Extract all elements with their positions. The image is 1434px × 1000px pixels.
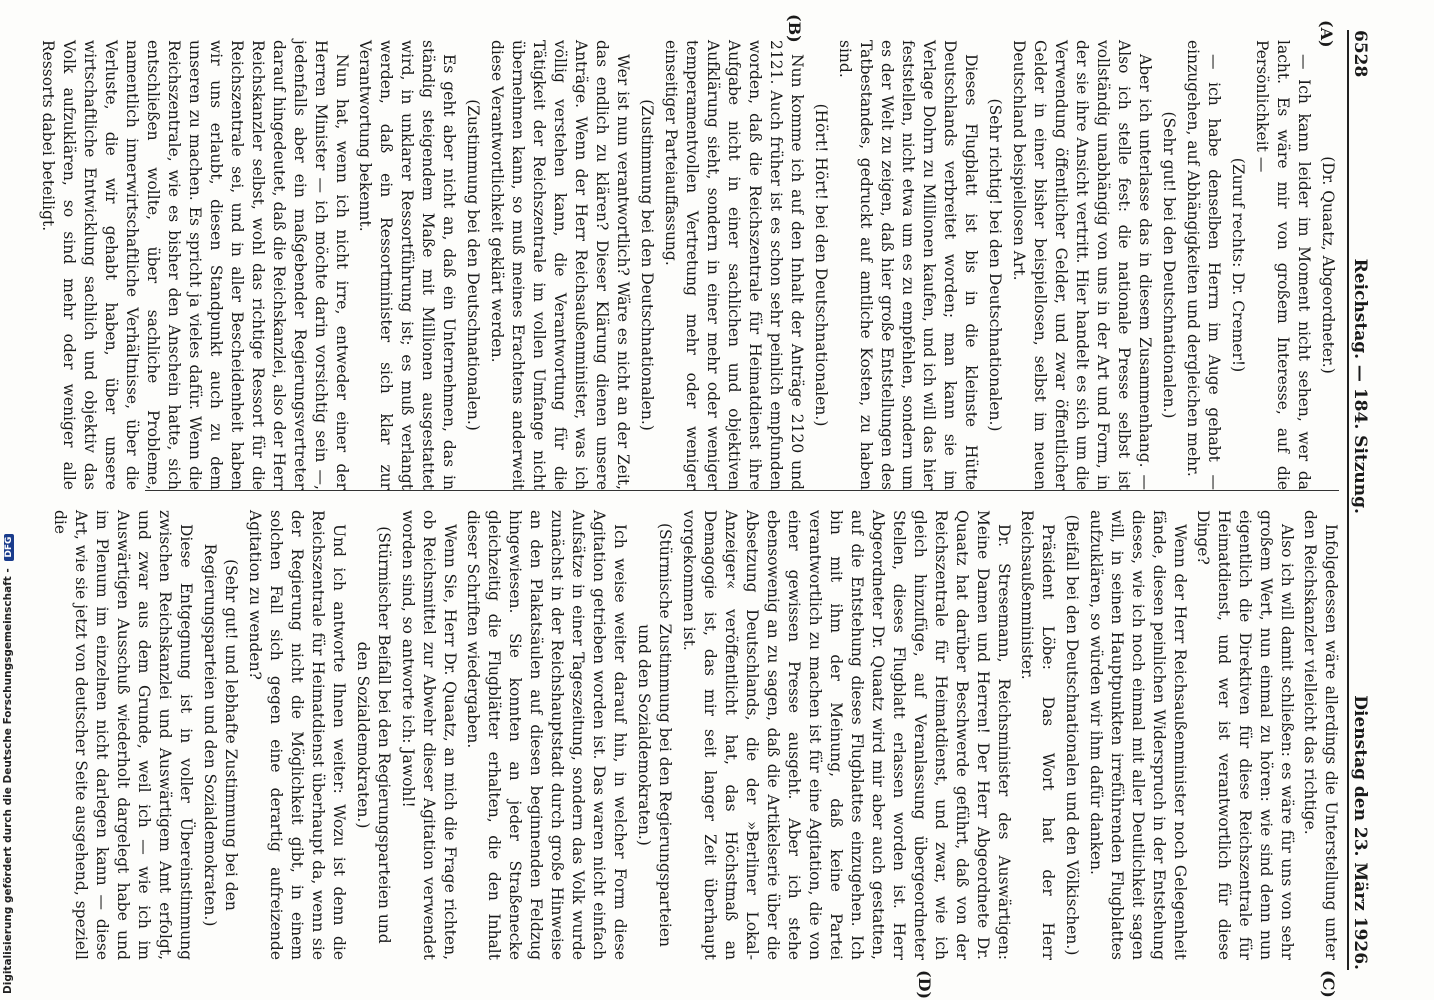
- margin-marker-c: (C): [1319, 970, 1338, 998]
- interjection: (Zustimmung bei den Deutschnationalen.): [638, 99, 656, 431]
- interjection: (Sehr gut! bei den Deutschnationalen.): [1160, 111, 1178, 419]
- paragraph: Es geht aber nicht an, daß ein Unternehmen, das in ständig steigendem Maße mit Millionen ausgestattet wird, in unklarer Ressortführung ist; es muß verlangt werden, daß ein Ressortminister sich klar zur Verantwortung bekennt.: [356, 40, 458, 490]
- interjection: (Stürmische Zustimmung bei den Regierungsparteien und den Sozialdemokraten.): [635, 523, 674, 947]
- paragraph: Ich weise weiter darauf hin, in welcher Form diese Agitation getrieben worden ist. Das waren nicht einfach Aufsätze in einer Tageszeitung, sondern das Volk wurde zunächst in der Reichshauptstadt durch große Hinweise an den Plakatsäulen auf diesen beginnenden Feldzug hingewiesen. Sie konnten an jeder Straßenecke gleichzeitig die Flugblätter erhalten, die den Inhalt dieser Schriften wiedergaben.: [464, 510, 629, 960]
- paragraph: — Ich kann leider im Moment nicht sehen, wer da lacht. Es wäre mir von großem Interesse, auf die Persönlichkeit —: [1253, 40, 1313, 490]
- interjection: (Sehr gut! und lebhafte Zustimmung bei den Regierungsparteien und den Sozialdemokraten.): [201, 543, 240, 927]
- interjection: (Stürmischer Beifall bei den Regierungsparteien und den Sozialdemokraten.): [354, 526, 393, 944]
- paragraph: Und ich antworte Ihnen weiter: Wozu ist denn die Reichszentrale für Heimatdienst überhaupt da, wenn sie der Regierung nicht die Möglichkeit gibt, in einem solchen Fall sich gegen eine derartig aufreizende Agitation zu wenden?: [246, 510, 348, 960]
- paragraph: Diese Entgegnung ist in voller Übereinstimmung zwischen Reichskanzlei und Auswärtigem Amt erfolgt, und zwar aus dem Grunde, weil ich — wie ich im Auswärtigen Ausschuß wiederholt dargelegt habe und im Plenum im einzelnen nicht darlegen kann — diese Art, wie sie jetzt von deutscher Seite ausgehend, speziell die: [51, 510, 195, 960]
- left-text-column: [39, 40, 1341, 490]
- paragraph: Wer ist nun verantwortlich? Wäre es nicht an der Zeit, das endlich zu klären? Dieser Klärung dienen unsere Anträge. Wenn der Herr Reichsaußenminister, was ich völlig verstehen kann, die Verantwortung für die Tätigkeit der Reichszentrale im vollen Umfange nicht übernehmen kann, so muß meines Erachtens anderweit diese Verantwortlichkeit geklärt werden.: [488, 40, 632, 490]
- paragraph: Wenn Sie, Herr Dr. Quaatz, an mich die Frage richten, ob Reichsmittel zur Abwehr dieser Agitation verwendet worden sind, so antworte ich: Jawohl!: [399, 510, 459, 960]
- column-divider: [145, 490, 1339, 491]
- paragraph: Wenn der Herr Reichsaußenminister noch Gelegenheit fände, diesen peinlichen Widerspruch in der Entstehung dieses, wie ich noch einmal mit aller Deutlichkeit sagen will, in seinen Hauptpunkten irreführenden Flugblattes aufzuklären, so würden wir ihm dafür danken.: [1087, 510, 1189, 960]
- paragraph: Präsident Löbe: Das Wort hat der Herr Reichsaußenminister.: [1018, 510, 1057, 960]
- digitization-note: Digitalisierung gefördert durch die Deutsche Forschungsgemeinschaft -: [2, 568, 14, 994]
- interjection: (Zuruf rechts: Dr. Cremer!): [1229, 157, 1247, 373]
- digitization-footer: [2, 536, 18, 994]
- interjection: (Zustimmung bei den Deutschnationalen.): [464, 99, 482, 431]
- paragraph: Also ich will damit schließen: es wäre für uns von sehr großem Wert, nun einmal zu hören: wie sind denn nun eigentlich die Direktiven für diese Reichszentrale für Heimatdienst, und wer ist verantwortlich für diese Dinge?: [1194, 510, 1296, 960]
- margin-marker-a: (A): [1317, 20, 1336, 48]
- header-title: Reichstag. — 184. Sitzung.: [1350, 258, 1370, 514]
- paragraph: Dr. Stresemann, Reichsminister des Auswärtigen: Meine Damen und Herren! Der Herr Abgeordnete Dr. Quaatz hat darüber Beschwerde geführt, daß von der Reichszentrale für Heimatdienst, und zwar, wie ich gleich hinzufüge, auf Veranlassung übergeordneter Stellen, dieses Flugblatt erlassen worden ist. Herr Abgeordneter Dr. Quaatz wird mir aber auch gestatten, auf die Entstehung dieses Flugblattes einzugehen. Ich bin mit ihm der Meinung, daß keine Partei verantwortlich zu machen ist für eine Agitation, die von einer gewissen Presse ausgeht. Aber ich stehe ebensowenig an zu sagen, daß die Artikelserie über die Absetzung Deutschlands, die der »Berliner Lokal-Anzeiger« veröffentlicht hat, das Höchstmaß an Demagogie ist, das mir seit langer Zeit überhaupt vorgekommen ist.: [680, 510, 1013, 960]
- page-number: 6528: [1350, 30, 1370, 78]
- page-header: [1347, 30, 1375, 970]
- header-date: Dienstag den 23. März 1926.: [1350, 695, 1370, 970]
- document-sheet: [39, 14, 1375, 1000]
- interjection: (Sehr richtig! bei den Deutschnationalen.): [986, 98, 1004, 432]
- margin-marker-b: (B): [785, 14, 804, 43]
- paragraph: — ich habe denselben Herrn im Auge gehabt — einzugehen, auf Abhängigkeiten und dergleichen mehr.: [1184, 40, 1223, 490]
- dfg-logo-icon: DFG: [4, 534, 14, 561]
- right-text-column: [51, 510, 1341, 960]
- paragraph: Dieses Flugblatt ist bis in die kleinste Hütte Deutschlands verbreitet worden; man kann sie im Verlage Dohrn zu Millionen kaufen, und ich will das hier feststellen, nicht etwa um es zu empfehlen, sondern um es der Welt zu zeigen, daß hier große Entstellungen des Tatbestandes, gedruckt auf amtliche Kosten, zu haben sind.: [836, 40, 980, 490]
- interjection: (Hört! Hört! bei den Deutschnationalen.): [812, 103, 830, 427]
- paragraph: Nun komme ich auf den Inhalt der Anträge 2120 und 2121. Auch früher ist es schon sehr peinlich empfunden worden, daß die Reichszentrale für Heimatdienst ihre Aufgabe nicht in einer sachlichen und objektiven Aufklärung sieht, sondern in einer mehr oder weniger temperamentvollen Vertretung mehr oder weniger einseitiger Parteiauffassung.: [662, 40, 806, 490]
- paragraph: Nun hat, wenn ich nicht irre, entweder einer der Herren Minister — ich möchte darin vorsichtig sein —, jedenfalls aber ein maßgebender Regierungsvertreter darauf hingedeutet, daß die Reichskanzlei, also der Herr Reichskanzler selbst, wohl das richtige Ressort für die Reichszentrale sei, und in aller Bescheidenheit haben wir uns erlaubt, diesen Standpunkt auch zu dem unseren zu machen. Es spricht ja vieles dafür. Wenn die Reichszentrale, wie es bisher den Anschein hatte, sich entschließen wollte, über sachliche Probleme, namentlich innerwirtschaftliche Verhältnisse, über die Verluste, die wir gehabt haben, über unsere wirtschaftliche Entwicklung sachlich und objektiv das Volk aufzuklären, so sind mehr oder weniger alle Ressorts dabei beteiligt.: [39, 40, 351, 490]
- interjection: (Beifall bei den Deutschnationalen und den Völkischen.): [1063, 514, 1081, 956]
- margin-marker-d: (D): [915, 970, 934, 1000]
- interjection: (Dr. Quaatz, Abgeordneter.): [1319, 156, 1337, 374]
- paragraph: Aber ich unterlasse das in diesem Zusammenhang. — Also ich stelle fest: die nationale Presse selbst ist vollständig unabhängig von uns in der Art und Form, in der sie ihre Ansicht vertritt. Hier handelt es sich um die Verwendung öffentlicher Gelder, und zwar öffentlicher Gelder in einer bisher beispiellosen, selbst im neuen Deutschland beispiellosen Art.: [1010, 40, 1154, 490]
- paragraph: Infolgedessen wäre allerdings die Unterstellung unter den Reichskanzler vielleicht das richtige.: [1301, 510, 1340, 960]
